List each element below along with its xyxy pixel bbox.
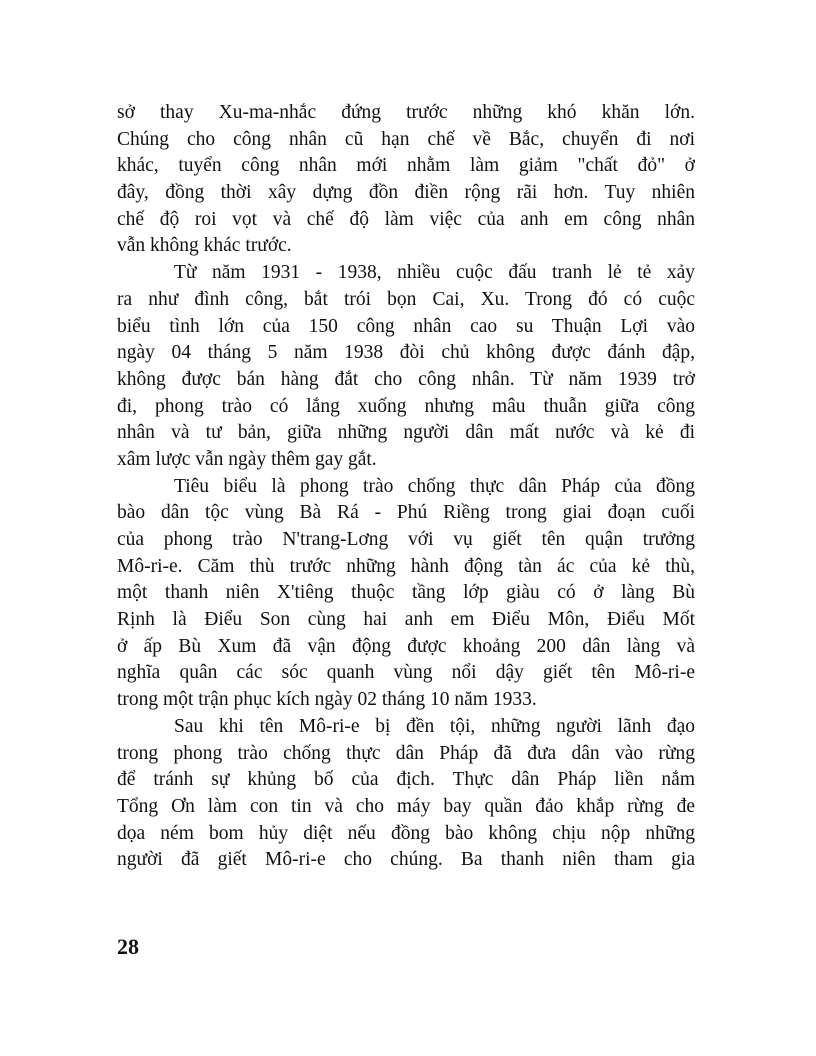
text-line: nhân và tư bản, giữa những người dân mất nước và kẻ đi [117, 422, 695, 444]
text-line: trong phong trào chống thực dân Pháp đã đưa dân vào rừng [117, 742, 695, 764]
text-line: chế độ roi vọt và chế độ làm việc của anh em công nhân [117, 208, 695, 230]
body-text [117, 100, 695, 874]
text-line: Tổng Ơn làm con tin và cho máy bay quần đảo khắp rừng đe [117, 795, 695, 817]
text-line: không được bán hàng đắt cho công nhân. Từ năm 1939 trở [117, 368, 695, 390]
text-line: sở thay Xu-ma-nhắc đứng trước những khó khăn lớn. [117, 102, 695, 123]
text-line: Tiêu biểu là phong trào chống thực dân Pháp của đồng [174, 475, 695, 497]
text-line: Mô-ri-e. Căm thù trước những hành động tàn ác của kẻ thù, [117, 555, 695, 577]
text-line: ở ấp Bù Xum đã vận động được khoảng 200 dân làng và [117, 635, 695, 657]
paragraph-4 [117, 714, 695, 874]
text-line: để tránh sự khủng bố của địch. Thực dân Pháp liền nắm [117, 769, 695, 791]
paragraph-3 [117, 474, 695, 714]
text-line: của phong trào N'trang-Lơng với vụ giết tên quận trưởng [117, 529, 695, 550]
text-line: bào dân tộc vùng Bà Rá - Phú Riềng trong giai đoạn cuối [117, 502, 695, 524]
text-line: khác, tuyển công nhân mới nhằm làm giảm "chất đỏ" ở [117, 155, 695, 177]
text-line: đây, đồng thời xây dựng đồn điền rộng rãi hơn. Tuy nhiên [117, 182, 695, 204]
text-line: Chúng cho công nhân cũ hạn chế về Bắc, chuyển đi nơi [117, 128, 695, 150]
text-line: dọa ném bom hủy diệt nếu đồng bào không chịu nộp những [117, 822, 695, 844]
page-number: 28 [117, 934, 139, 959]
text-line: một thanh niên X'tiêng thuộc tầng lớp giàu có ở làng Bù [117, 582, 695, 604]
text-line: đi, phong trào có lắng xuống nhưng mâu thuẫn giữa công [117, 395, 695, 417]
text-line: trong một trận phục kích ngày 02 tháng 10 năm 1933. [117, 689, 537, 711]
text-line: Từ năm 1931 - 1938, nhiều cuộc đấu tranh lẻ tẻ xảy [174, 262, 695, 284]
text-line: xâm lược vẫn ngày thêm gay gắt. [117, 448, 377, 470]
text-line: Rịnh là Điểu Son cùng hai anh em Điểu Môn, Điểu Mốt [117, 609, 695, 631]
paragraph-1 [117, 100, 695, 260]
text-line: nghĩa quân các sóc quanh vùng nổi dậy giết tên Mô-ri-e [117, 662, 695, 684]
text-line: ngày 04 tháng 5 năm 1938 đòi chủ không được đánh đập, [117, 342, 695, 364]
text-line: người đã giết Mô-ri-e cho chúng. Ba thanh niên tham gia [117, 849, 695, 871]
text-line: Sau khi tên Mô-ri-e bị đền tội, những người lãnh đạo [174, 715, 695, 737]
text-line: biểu tình lớn của 150 công nhân cao su Thuận Lợi vào [117, 315, 695, 337]
paragraph-2 [117, 260, 695, 474]
text-line: ra như đình công, bắt trói bọn Cai, Xu. Trong đó có cuộc [117, 288, 695, 310]
text-line: vẫn không khác trước. [117, 235, 292, 257]
